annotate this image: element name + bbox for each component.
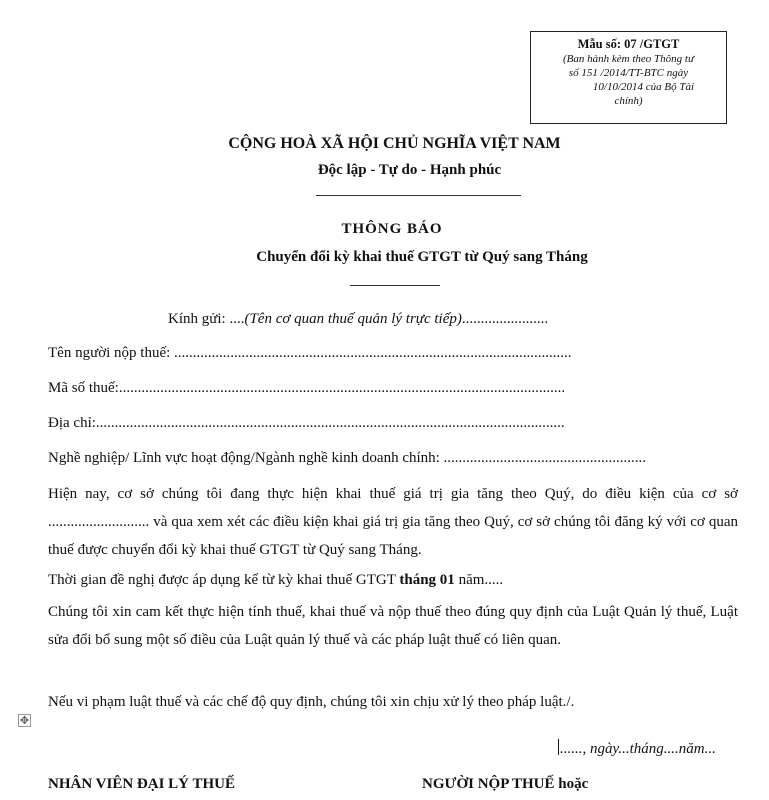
motto-heading: Độc lập - Tự do - Hạnh phúc: [317, 162, 502, 178]
taxpayer-name-field: Tên người nộp thuế: ..........................................................................................................: [48, 345, 572, 361]
form-note-line: số 151 /2014/TT-BTC ngày: [568, 67, 689, 79]
body-paragraph-1: Hiện nay, cơ sở chúng tôi đang thực hiện khai thuế giá trị gia tăng theo Quý, do điều kiện của cơ sở ........................... và qua xem xét các điều kiện khai giá trị gia tăng theo Quý, cơ sở chúng tôi đăng ký với cơ quan thuế được chuyển đổi kỳ khai thuế GTGT từ Quý sang Tháng.: [48, 486, 738, 558]
tax-code-field: Mã số thuế:.......................................................................................................................: [48, 380, 566, 396]
signature-right-title: NGƯỜI NỘP THUẾ hoặc: [422, 776, 589, 792]
body-paragraph-4: Nếu vi phạm luật thuế và các chế độ quy định, chúng tôi xin chịu xử lý theo pháp luật./.: [48, 694, 575, 710]
signature-left-title: NHÂN VIÊN ĐẠI LÝ THUẾ: [48, 776, 235, 792]
recipient-label: Kính gửi: ....: [168, 311, 245, 327]
table-move-handle-icon[interactable]: ✥: [19, 714, 30, 727]
text-cursor: [558, 739, 559, 755]
address-field: Địa chỉ:.............................................................................................................................: [48, 415, 565, 431]
recipient-line: [168, 309, 548, 329]
document-subtitle: Chuyển đổi kỳ khai thuế GTGT từ Quý sang Tháng: [256, 249, 588, 265]
title-underline: [350, 285, 440, 286]
para2-bold: tháng 01: [399, 572, 455, 588]
recipient-dots: .......................: [461, 311, 549, 327]
para2-suffix: năm.....: [454, 572, 504, 588]
form-code: Mẫu số: 07 /GTGT: [577, 37, 680, 51]
country-heading: CỘNG HOÀ XÃ HỘI CHỦ NGHĨA VIỆT NAM: [228, 135, 561, 152]
body-paragraph-2: [48, 570, 503, 590]
form-note: [531, 52, 726, 108]
recipient-placeholder: (Tên cơ quan thuế quản lý trực tiếp): [244, 311, 462, 327]
date-text: ......, ngày...tháng....năm...: [560, 741, 716, 757]
form-note-line: chính): [614, 95, 643, 107]
para2-prefix: Thời gian đề nghị được áp dụng kể từ kỳ khai thuế GTGT: [48, 572, 400, 588]
form-note-line: (Ban hành kèm theo Thông tư: [563, 53, 694, 65]
document-title: THÔNG BÁO: [341, 221, 443, 237]
body-paragraph-3: Chúng tôi xin cam kết thực hiện tính thuế, khai thuế và nộp thuế theo đúng quy định của Luật Quản lý thuế, Luật sửa đổi bổ sung một số điều của Luật quản lý thuế và các pháp luật thuế có liên quan.: [48, 604, 738, 648]
form-note-line: 10/10/2014 của Bộ Tài: [592, 81, 695, 93]
form-number-box: [530, 31, 727, 124]
motto-underline: [316, 195, 521, 196]
occupation-field: Nghề nghiệp/ Lĩnh vực hoạt động/Ngành nghề kinh doanh chính: ......................................................: [48, 450, 647, 466]
date-line: [558, 739, 716, 759]
